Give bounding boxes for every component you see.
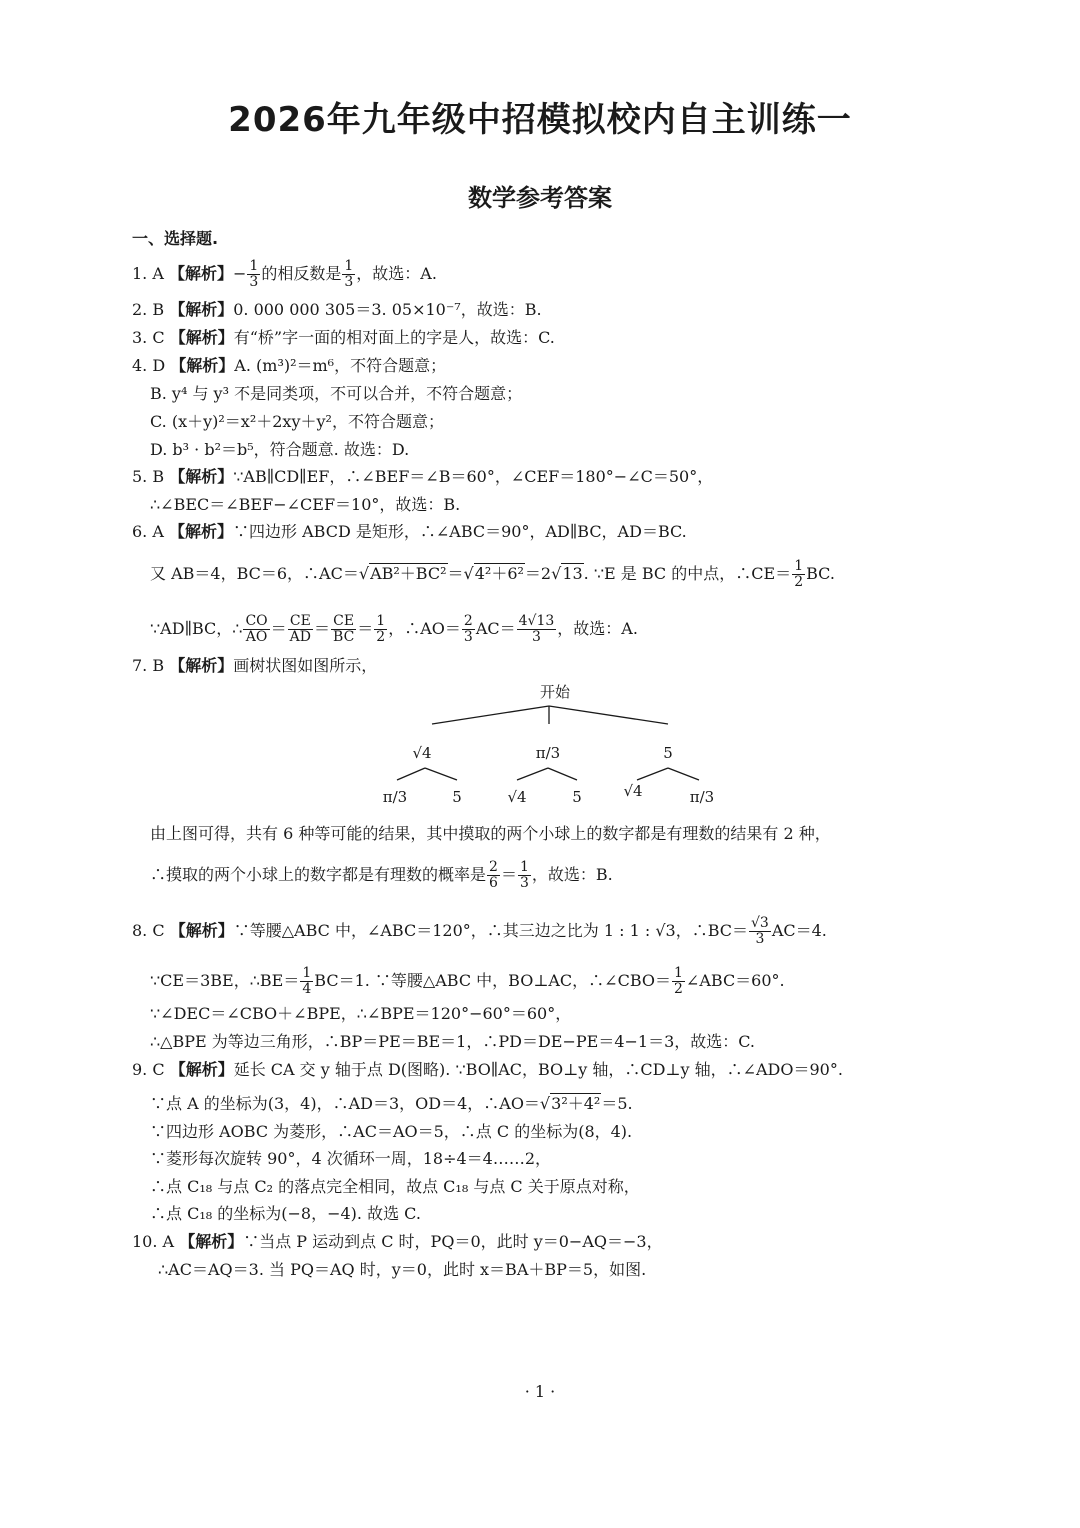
frac-den: 3 xyxy=(344,274,354,290)
q6-text: ，∴AO＝ xyxy=(388,619,461,638)
frac-den: 3 xyxy=(755,931,765,947)
q7-text: ∴摸取的两个小球上的数字都是有理数的概率是 xyxy=(150,865,487,884)
q4-tag: 【解析】 xyxy=(170,356,235,375)
q1-number: 1. A xyxy=(132,264,164,283)
q7-tag: 【解析】 xyxy=(169,656,234,675)
q8-frac xyxy=(672,966,685,997)
q9-text: ∵点 A 的坐标为(3，4)，∴AD＝3，OD＝4，∴AO＝√ xyxy=(150,1094,551,1113)
q7-line-2: 由上图可得，共有 6 种等可能的结果，其中摸取的两个小球上的数字都是有理数的结果有 2 种， xyxy=(150,824,831,843)
q7-number: 7. B xyxy=(132,656,165,675)
q6-text: ＝2√ xyxy=(524,564,562,583)
answer-q5 xyxy=(132,467,713,487)
frac-num: CE xyxy=(288,614,313,630)
frac-den: 6 xyxy=(489,875,498,891)
q1-tag: 【解析】 xyxy=(169,264,234,283)
section-heading: 一、选择题. xyxy=(132,229,219,248)
q10-number: 10. A xyxy=(132,1232,175,1251)
frac-num: 1 xyxy=(302,965,312,981)
frac-num: 4√13 xyxy=(518,613,555,629)
tree-node-l1: √4 xyxy=(412,744,432,762)
tree-edge xyxy=(637,768,668,780)
answer-q3 xyxy=(132,328,555,348)
q5-tag: 【解析】 xyxy=(169,467,234,486)
q6-text: ，故选：A. xyxy=(557,619,638,638)
frac-num: √3 xyxy=(751,915,769,931)
tree-node-l2: √4 xyxy=(623,782,643,800)
q1-post: ，故选：A. xyxy=(356,264,437,283)
q7-text: 画树状图如图所示， xyxy=(233,656,378,675)
q6-frac xyxy=(331,614,356,645)
answer-q6 xyxy=(132,522,687,542)
tree-node-l1: π/3 xyxy=(535,744,561,762)
page-title: 2026年九年级中招模拟校内自主训练一 xyxy=(228,100,852,140)
q6-line-2 xyxy=(150,559,835,590)
tree-edge xyxy=(668,768,699,780)
answer-q7 xyxy=(132,656,377,676)
q8-frac xyxy=(749,916,771,947)
frac-den: AD xyxy=(289,629,311,645)
tree-diagram xyxy=(0,680,1080,820)
frac-num: 2 xyxy=(463,613,473,629)
q6-line-1: ∵四边形 ABCD 是矩形，∴∠ABC＝90°，AD∥BC，AD＝BC. xyxy=(233,522,687,541)
frac-den: 2 xyxy=(376,629,386,645)
frac-num: 1 xyxy=(249,258,259,274)
tree-edge xyxy=(548,768,577,780)
q6-frac xyxy=(792,559,805,590)
q2-number: 2. B xyxy=(132,300,165,319)
q6-frac xyxy=(243,614,269,645)
q5-line-2: ∴∠BEC＝∠BEF−∠CEF＝10°，故选：B. xyxy=(150,495,461,514)
q9-line-1: 延长 CA 交 y 轴于点 D(图略). ∵BO∥AC，BO⊥y 轴，∴CD⊥y 轴，∴∠ADO＝90°. xyxy=(233,1060,843,1079)
q8-frac xyxy=(300,966,313,997)
q4-option-b: B. y⁴ 与 y³ 不是同类项，不可以合并，不符合题意； xyxy=(150,384,523,403)
q9-line-2 xyxy=(150,1094,633,1114)
q10-tag: 【解析】 xyxy=(179,1232,244,1251)
q6-text: . ∵E 是 BC 的中点，∴CE＝ xyxy=(583,564,792,583)
frac-num: CE xyxy=(331,614,356,630)
tree-node-l2: π/3 xyxy=(382,788,408,806)
q6-text: 又 AB＝4，BC＝6，∴AC＝√ xyxy=(150,564,370,583)
q8-text: ∵CE＝3BE，∴BE＝ xyxy=(150,971,300,990)
frac-den: 2 xyxy=(794,574,804,590)
tree-node-l2: π/3 xyxy=(689,788,715,806)
q6-tag: 【解析】 xyxy=(169,522,234,541)
page-number: · 1 · xyxy=(524,1382,556,1401)
tree-node-l1: 5 xyxy=(663,744,673,762)
q6-line-3: ∵AD∥BC，∴ $\frac{CO}{AO}$ ＝ $\frac{CE}{AD}$ ＝ $\frac{CE}{BC}$ ＝ $\frac{1}{2}$ ，∴AO＝ $\frac{2}{3}$ AC＝ $\frac{4√13}{3}$ ，故选：A. xyxy=(150,613,638,645)
q6-text: BC. xyxy=(806,564,835,583)
frac-num: 1 xyxy=(674,965,683,981)
frac-den: 3 xyxy=(532,629,541,645)
q6-radicand: 4²＋6² xyxy=(474,564,524,583)
q7-text: ，故选：B. xyxy=(531,865,613,884)
tree-root: 开始 xyxy=(539,683,571,701)
answer-q10 xyxy=(132,1232,663,1252)
frac-den: 3 xyxy=(463,629,473,645)
q6-number: 6. A xyxy=(132,522,164,541)
q9-line-6: ∴点 C₁₈ 的坐标为(−8，−4). 故选 C. xyxy=(150,1204,421,1223)
frac-num: CO xyxy=(245,613,268,629)
q2-tag: 【解析】 xyxy=(169,300,234,319)
q9-tag: 【解析】 xyxy=(169,1060,234,1079)
q9-line-3: ∵四边形 AOBC 为菱形，∴AC＝AO＝5，∴点 C 的坐标为(8，4). xyxy=(150,1122,633,1141)
tree-node-l2: 5 xyxy=(572,788,582,806)
q6-text: ∵AD∥BC，∴ xyxy=(150,619,243,638)
q1-sign: − xyxy=(233,264,247,283)
frac-den: AO xyxy=(245,629,268,645)
q9-radicand: 3²＋4² xyxy=(551,1094,601,1113)
q6-frac xyxy=(374,614,387,645)
q9-number: 9. C xyxy=(132,1060,165,1079)
frac-num: 1 xyxy=(519,859,529,875)
q7-line-3: ∴摸取的两个小球上的数字都是有理数的概率是 $\frac{2}{6}$ ＝ $\frac{1}{3}$ ，故选：B. xyxy=(150,859,613,891)
q6-radicand: 13 xyxy=(562,564,583,583)
q6-frac xyxy=(462,614,475,645)
frac-num: 2 xyxy=(489,859,498,875)
frac-num: 1 xyxy=(344,258,354,274)
tree-edge xyxy=(425,768,457,780)
q7-frac xyxy=(487,860,500,891)
q8-text: ∵等腰△ABC 中，∠ABC＝120°，∴其三边之比为 1 : 1 : √3，∴BC＝ xyxy=(233,921,748,940)
q3-tag: 【解析】 xyxy=(169,328,234,347)
frac-num: 1 xyxy=(376,613,386,629)
frac-num: 1 xyxy=(794,558,804,574)
q6-frac xyxy=(288,614,313,645)
q1-frac-1 xyxy=(247,259,260,290)
frac-den: BC xyxy=(333,629,355,645)
answer-q1 xyxy=(132,259,437,290)
tree-edge xyxy=(549,706,668,724)
q9-text: ＝5. xyxy=(601,1094,633,1113)
q6-text: ＝√ xyxy=(447,564,474,583)
q8-text: ∠ABC＝60°. xyxy=(685,971,785,990)
q3-text: 有“桥”字一面的相对面上的字是人，故选：C. xyxy=(233,328,555,347)
q6-radicand: AB²＋BC² xyxy=(370,564,447,583)
q4-option-c: C. (x＋y)²＝x²＋2xy＋y²，不符合题意； xyxy=(150,412,444,431)
q8-text: BC＝1. ∵等腰△ABC 中，BO⊥AC，∴∠CBO＝ xyxy=(314,971,671,990)
q10-line-2: ∴AC＝AQ＝3. 当 PQ＝AQ 时，y＝0，此时 x＝BA＋BP＝5，如图. xyxy=(158,1260,647,1279)
frac-den: 3 xyxy=(519,875,529,891)
q4-number: 4. D xyxy=(132,356,166,375)
q10-line-1: ∵当点 P 运动到点 C 时，PQ＝0，此时 y＝0−AQ＝−3， xyxy=(243,1232,663,1251)
q5-line-1: ∵AB∥CD∥EF，∴∠BEF＝∠B＝60°，∠CEF＝180°−∠C＝50°， xyxy=(233,467,714,486)
q9-line-4: ∵菱形每次旋转 90°，4 次循环一周，18÷4＝4……2， xyxy=(150,1149,552,1168)
q8-line-2 xyxy=(150,966,785,997)
q4-option-d: D. b³ · b²＝b⁵，符合题意. 故选：D. xyxy=(150,440,410,459)
q8-number: 8. C xyxy=(132,921,165,940)
q5-number: 5. B xyxy=(132,467,165,486)
q2-text: 0. 000 000 305＝3. 05×10⁻⁷，故选：B. xyxy=(233,300,542,319)
tree-node-l2: 5 xyxy=(452,788,462,806)
tree-edge xyxy=(517,768,548,780)
q8-tag: 【解析】 xyxy=(169,921,234,940)
q8-line-3: ∵∠DEC＝∠CBO＋∠BPE，∴∠BPE＝120°−60°＝60°， xyxy=(150,1004,572,1023)
frac-den: 3 xyxy=(249,274,259,290)
answer-q2 xyxy=(132,300,542,320)
q8-line-4: ∴△BPE 为等边三角形，∴BP＝PE＝BE＝1，∴PD＝DE−PE＝4−1＝3，故选：C. xyxy=(150,1032,756,1051)
q6-frac xyxy=(517,614,557,645)
answer-q8 xyxy=(132,916,827,947)
q7-frac xyxy=(518,860,531,891)
answer-q9 xyxy=(132,1060,843,1080)
answer-q4 xyxy=(132,356,446,376)
q8-text: AC＝4. xyxy=(771,921,827,940)
tree-edge xyxy=(397,768,425,780)
tree-edge xyxy=(432,706,549,724)
q3-number: 3. C xyxy=(132,328,165,347)
q4-option-a: A. (m³)²＝m⁶，不符合题意； xyxy=(234,356,447,375)
q6-text: AC＝ xyxy=(475,619,516,638)
frac-den: 4 xyxy=(302,981,312,997)
q9-line-5: ∴点 C₁₈ 与点 C₂ 的落点完全相同，故点 C₁₈ 与点 C 关于原点对称， xyxy=(150,1177,640,1196)
q1-frac-2 xyxy=(342,259,355,290)
q1-mid: 的相反数是 xyxy=(261,264,342,283)
frac-den: 2 xyxy=(674,981,683,997)
tree-node-l2: √4 xyxy=(507,788,527,806)
page-subtitle: 数学参考答案 xyxy=(468,184,612,212)
